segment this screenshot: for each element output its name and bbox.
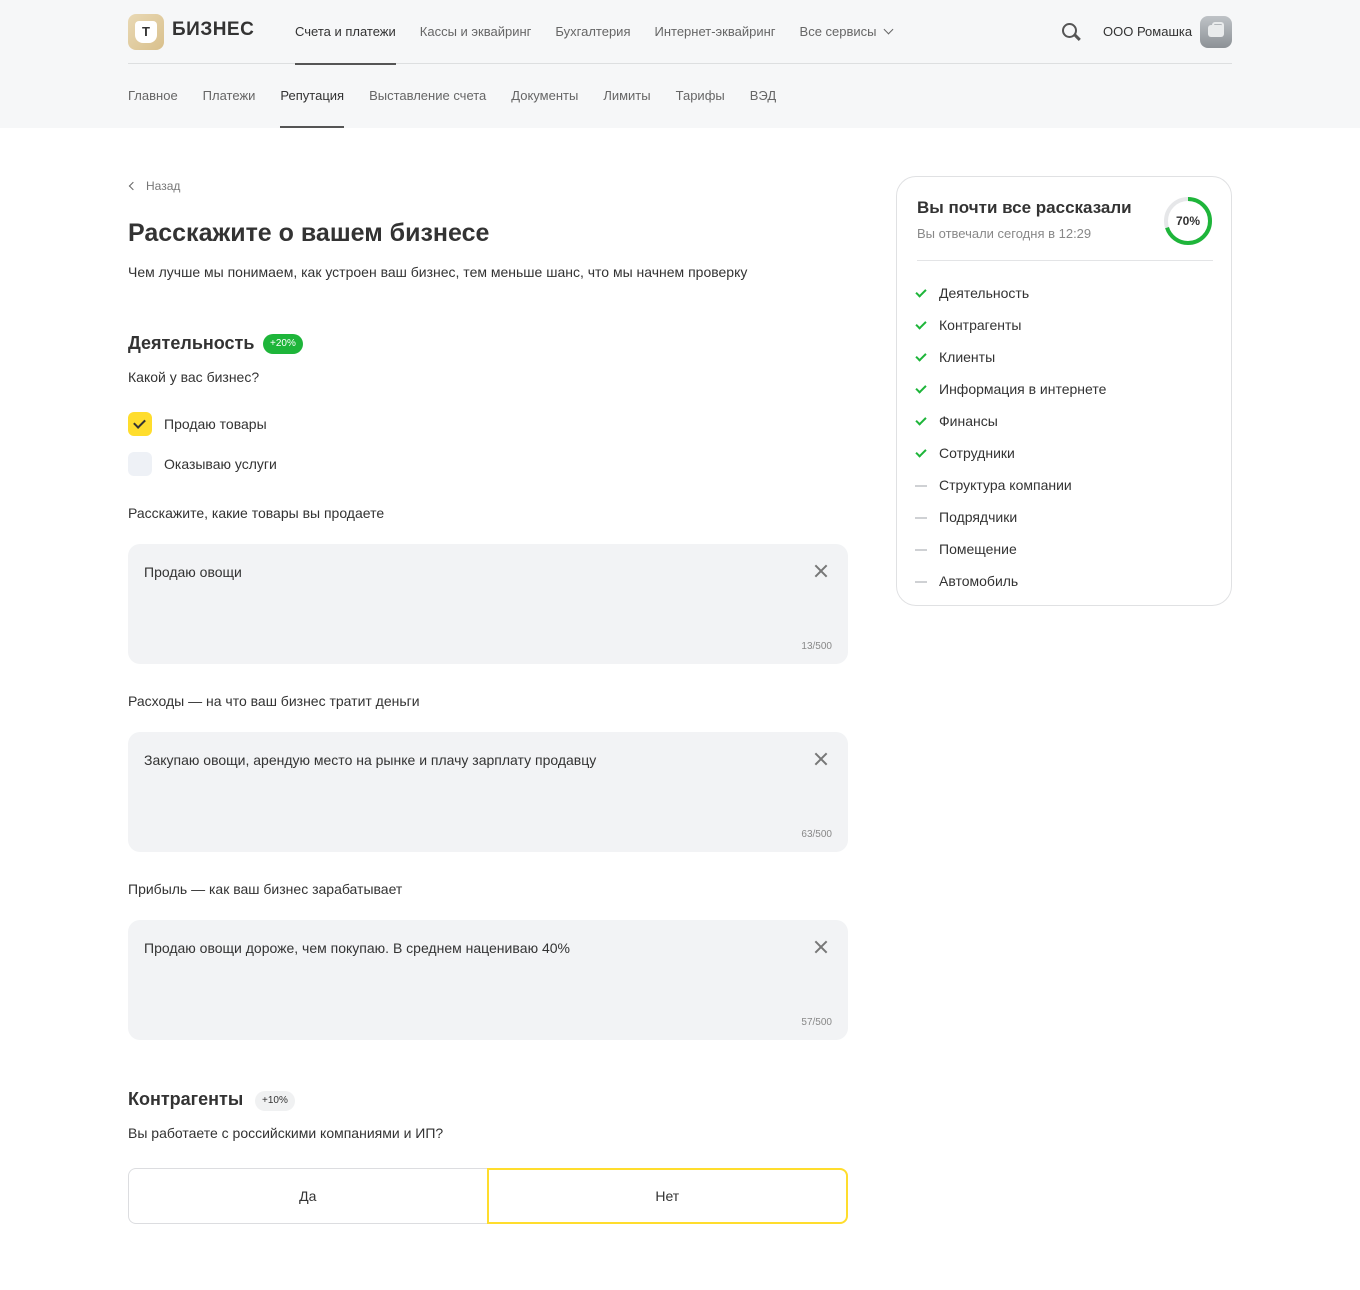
progress-step[interactable]: [915, 533, 1106, 565]
search-icon[interactable]: [1062, 23, 1080, 41]
progress-step-label: Помещение: [939, 541, 1017, 557]
progress-step-label: Контрагенты: [939, 317, 1022, 333]
dash-icon: [915, 479, 927, 491]
progress-steps-list: [915, 277, 1106, 597]
counterparties-section-title: Контрагенты: [128, 1089, 244, 1109]
all-services-label: Все сервисы: [799, 24, 877, 39]
back-label: Назад: [146, 179, 181, 193]
top-nav-internet-acquiring[interactable]: Интернет-эквайринг: [654, 24, 776, 39]
expenses-field-label: Расходы — на что ваш бизнес тратит деньги: [128, 693, 420, 709]
company-avatar-icon[interactable]: [1200, 16, 1232, 48]
logo-icon[interactable]: [128, 14, 164, 50]
progress-card-title: Вы почти все рассказали: [917, 198, 1132, 217]
company-name[interactable]: ООО Ромашка: [1103, 24, 1193, 39]
progress-card: [896, 176, 1232, 606]
profit-textarea[interactable]: [128, 920, 848, 1040]
activity-badge: +20%: [263, 334, 303, 354]
check-icon: [915, 351, 927, 363]
sub-nav: [128, 64, 801, 128]
progress-card-subtitle: Вы отвечали сегодня в 12:29: [917, 226, 1092, 241]
header: [0, 0, 1360, 128]
check-icon: [915, 383, 927, 395]
progress-step-label: Подрядчики: [939, 509, 1018, 525]
profit-textarea-value: Продаю овощи дороже, чем покупаю. В среднем наценивaю 40%: [144, 940, 570, 956]
progress-step-label: Автомобиль: [939, 573, 1019, 589]
subnav-reputation[interactable]: Репутация: [280, 64, 344, 128]
progress-step[interactable]: [915, 341, 1106, 373]
chevron-down-icon: [883, 25, 893, 35]
option-provide-services[interactable]: [128, 452, 277, 476]
check-icon: [915, 447, 927, 459]
subnav-documents[interactable]: Документы: [511, 88, 579, 103]
dash-icon: [915, 511, 927, 523]
page-subtitle: Чем лучше мы понимаем, как устроен ваш бизнес, тем меньше шанс, что мы начнем проверку: [128, 264, 748, 280]
subnav-payments[interactable]: Платежи: [202, 88, 256, 103]
clear-icon[interactable]: [814, 940, 828, 954]
activity-section-title: Деятельность: [128, 333, 255, 353]
counterparties-question: Вы работаете с российскими компаниями и ИП?: [128, 1125, 444, 1141]
yes-no-toggle: [128, 1168, 848, 1224]
progress-ring: [1163, 196, 1213, 246]
activity-question: Какой у вас бизнес?: [128, 369, 260, 385]
option-sell-goods-label: Продаю товары: [164, 416, 267, 432]
progress-step[interactable]: [915, 405, 1106, 437]
top-nav: [295, 0, 916, 64]
dash-icon: [915, 543, 927, 555]
subnav-main[interactable]: Главное: [128, 88, 178, 103]
progress-step-label: Финансы: [939, 413, 998, 429]
counterparties-badge: +10%: [255, 1091, 295, 1111]
top-nav-cash[interactable]: Кассы и эквайринг: [419, 24, 532, 39]
subnav-ved[interactable]: ВЭД: [749, 88, 777, 103]
clear-icon[interactable]: [814, 564, 828, 578]
yes-button[interactable]: Да: [128, 1168, 487, 1224]
brand-name[interactable]: БИЗНЕС: [172, 19, 255, 40]
option-provide-services-label: Оказываю услуги: [164, 456, 277, 472]
expenses-textarea-value: Закупаю овощи, арендую место на рынке и плачу зарплату продавцу: [144, 752, 597, 768]
char-counter: 63/500: [801, 829, 832, 840]
goods-textarea-value: Продаю овощи: [144, 564, 242, 580]
check-icon: [915, 415, 927, 427]
subnav-limits[interactable]: Лимиты: [603, 88, 651, 103]
check-icon: [915, 287, 927, 299]
no-button[interactable]: Нет: [487, 1168, 849, 1224]
char-counter: 57/500: [801, 1017, 832, 1028]
goods-textarea[interactable]: [128, 544, 848, 664]
clear-icon[interactable]: [814, 752, 828, 766]
progress-step-label: Клиенты: [939, 349, 996, 365]
progress-step[interactable]: [915, 501, 1106, 533]
logo-letter: Т: [142, 24, 150, 39]
expenses-textarea[interactable]: [128, 732, 848, 852]
page-title: Расскажите о вашем бизнесе: [128, 219, 490, 247]
top-nav-all-services[interactable]: [800, 0, 892, 64]
check-icon: [915, 319, 927, 331]
progress-step[interactable]: [915, 373, 1106, 405]
subnav-invoicing[interactable]: Выставление счета: [369, 88, 487, 103]
top-nav-accounting[interactable]: Бухгалтерия: [555, 24, 631, 39]
back-link[interactable]: [128, 179, 180, 193]
checkbox-unchecked[interactable]: [128, 452, 152, 476]
progress-percent: 70%: [1175, 214, 1201, 228]
checkbox-checked[interactable]: [128, 412, 152, 436]
progress-step[interactable]: [915, 309, 1106, 341]
progress-step[interactable]: [915, 437, 1106, 469]
goods-field-label: Расскажите, какие товары вы продаете: [128, 505, 385, 521]
progress-step[interactable]: [915, 277, 1106, 309]
dash-icon: [915, 575, 927, 587]
progress-step[interactable]: [915, 565, 1106, 597]
top-nav-accounts[interactable]: Счета и платежи: [295, 0, 396, 64]
option-sell-goods[interactable]: [128, 412, 267, 436]
progress-step-label: Деятельность: [939, 285, 1030, 301]
char-counter: 13/500: [801, 641, 832, 652]
subnav-tariffs[interactable]: Тарифы: [675, 88, 725, 103]
profit-field-label: Прибыль — как ваш бизнес зарабатывает: [128, 881, 403, 897]
progress-step-label: Структура компании: [939, 477, 1072, 493]
top-bar: [128, 0, 1232, 64]
progress-step-label: Информация в интернете: [939, 381, 1107, 397]
chevron-left-icon: [129, 182, 137, 190]
progress-step[interactable]: [915, 469, 1106, 501]
progress-step-label: Сотрудники: [939, 445, 1015, 461]
divider: [917, 260, 1213, 261]
